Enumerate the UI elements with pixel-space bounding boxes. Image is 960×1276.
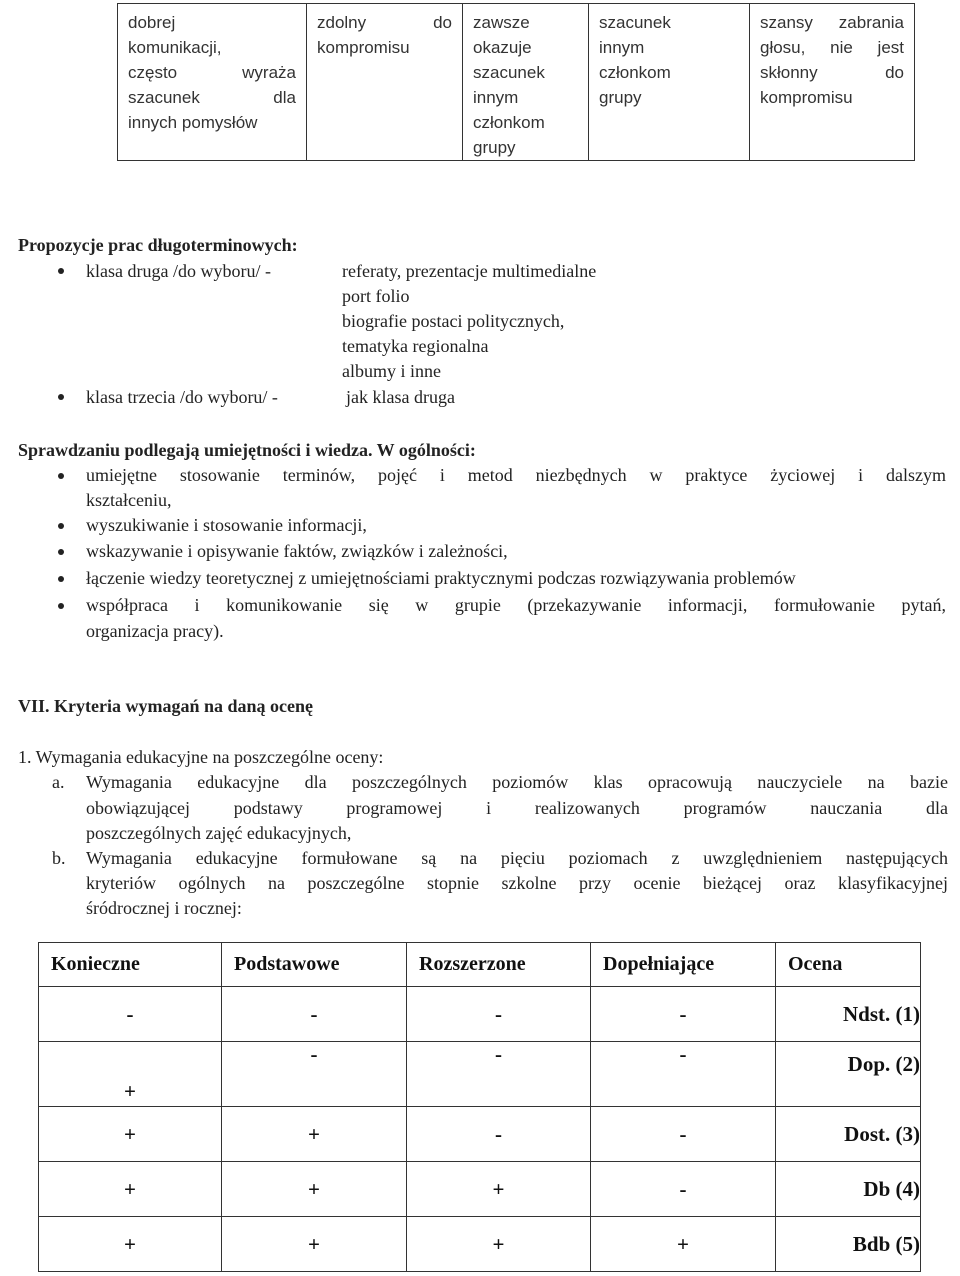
checking-item: umiejętne stosowanie terminów, pojęć i metod niezbędnych w praktyce życiowej i dalszym — [86, 465, 946, 485]
checking-item-cont: organizacja pracy). — [86, 621, 224, 641]
grade-mark: - — [407, 987, 591, 1042]
point-1: 1. Wymagania edukacyjne na poszczególne oceny: — [18, 747, 384, 767]
class2-item: referaty, prezentacje multimedialne — [342, 261, 597, 281]
class2-item: port folio — [342, 286, 410, 306]
criteria-cell-2: zdolny do kompromisu — [307, 4, 463, 161]
section-heading: VII. Kryteria wymagań na daną ocenę — [18, 696, 313, 716]
class2-item: tematyka regionalna — [342, 336, 489, 356]
checking-item-cont: kształceniu, — [86, 490, 172, 510]
grades-header-row — [39, 943, 921, 987]
grade-mark: - — [407, 1107, 591, 1162]
grade-mark: + — [39, 1042, 222, 1107]
grade-label: Dop. (2) — [776, 1042, 921, 1107]
class2-item: albumy i inne — [342, 361, 441, 381]
paragraph-b-line: kryteriów ogólnych na poszczególne stopnie szkolne przy ocenie bieżącej oraz klasyfikacyjnej — [86, 873, 948, 893]
grade-label: Db (4) — [776, 1162, 921, 1217]
grade-mark: + — [222, 1107, 407, 1162]
grade-mark: + — [222, 1217, 407, 1272]
grade-mark: - — [591, 987, 776, 1042]
criteria-cell-1: dobrej komunikacji, często wyraża szacunek dla innych pomysłów — [118, 4, 307, 161]
checking-heading: Sprawdzaniu podlegają umiejętności i wiedza. W ogólności: — [18, 440, 476, 460]
checking-item: wyszukiwanie i stosowanie informacji, — [86, 515, 367, 535]
table-row — [39, 1042, 921, 1107]
grade-label: Ndst. (1) — [776, 987, 921, 1042]
grades-header-cell: Ocena — [776, 943, 921, 987]
grade-mark: - — [591, 1162, 776, 1217]
bullet-icon — [58, 268, 64, 274]
bullet-icon — [58, 473, 64, 479]
paragraph-b-line: Wymagania edukacyjne formułowane są na pięciu poziomach z uwzględnieniem następujących — [86, 848, 948, 868]
grades-header-cell: Konieczne — [39, 943, 222, 987]
table-row — [39, 1217, 921, 1272]
grade-mark: + — [222, 1162, 407, 1217]
table-row — [39, 1162, 921, 1217]
criteria-table — [117, 3, 915, 161]
bullet-icon — [58, 603, 64, 609]
table-row — [39, 987, 921, 1042]
paragraph-a-line: obowiązującej podstawy programowej i realizowanych programów nauczania dla — [86, 798, 948, 818]
grades-header-cell: Rozszerzone — [407, 943, 591, 987]
grades-header-cell: Podstawowe — [222, 943, 407, 987]
grade-label: Dost. (3) — [776, 1107, 921, 1162]
grade-mark: + — [407, 1162, 591, 1217]
bullet-icon — [58, 549, 64, 555]
class3-value: jak klasa druga — [346, 387, 455, 407]
criteria-cell-4: szacunek innym członkom grupy — [589, 4, 750, 161]
checking-item: łączenie wiedzy teoretycznej z umiejętnościami praktycznymi podczas rozwiązywania problemów — [86, 568, 796, 588]
long-term-heading: Propozycje prac długoterminowych: — [18, 235, 298, 255]
criteria-cell-5: szansy zabrania głosu, nie jest skłonny do kompromisu — [750, 4, 915, 161]
grade-mark: - — [407, 1042, 591, 1107]
grade-mark: + — [39, 1162, 222, 1217]
checking-item: wskazywanie i opisywanie faktów, związków i zależności, — [86, 541, 508, 561]
grade-label: Bdb (5) — [776, 1217, 921, 1272]
grade-mark: - — [39, 987, 222, 1042]
grades-header-cell: Dopełniające — [591, 943, 776, 987]
bullet-icon — [58, 576, 64, 582]
grade-mark: + — [39, 1107, 222, 1162]
list-marker-a: a. — [52, 772, 65, 792]
criteria-cell-3: zawsze okazuje szacunek innym członkom grupy — [463, 4, 589, 161]
class3-label: klasa trzecia /do wyboru/ - — [86, 387, 278, 407]
grade-mark: + — [591, 1217, 776, 1272]
class2-label: klasa druga /do wyboru/ - — [86, 261, 271, 281]
grade-mark: + — [39, 1217, 222, 1272]
grade-mark: - — [591, 1107, 776, 1162]
grade-mark: - — [591, 1042, 776, 1107]
grade-mark: - — [222, 987, 407, 1042]
table-row — [39, 1107, 921, 1162]
grade-mark: + — [407, 1217, 591, 1272]
list-marker-b: b. — [52, 848, 66, 868]
checking-item: współpraca i komunikowanie się w grupie (przekazywanie informacji, formułowanie pytań, — [86, 595, 946, 615]
grades-table — [38, 942, 921, 1272]
bullet-icon — [58, 523, 64, 529]
bullet-icon — [58, 394, 64, 400]
class2-item: biografie postaci politycznych, — [342, 311, 565, 331]
paragraph-b-line: śródrocznej i rocznej: — [86, 898, 242, 918]
paragraph-a-line: poszczególnych zajęć edukacyjnych, — [86, 823, 352, 843]
grade-mark: - — [222, 1042, 407, 1107]
paragraph-a-line: Wymagania edukacyjne dla poszczególnych poziomów klas opracowują nauczyciele na bazie — [86, 772, 948, 792]
